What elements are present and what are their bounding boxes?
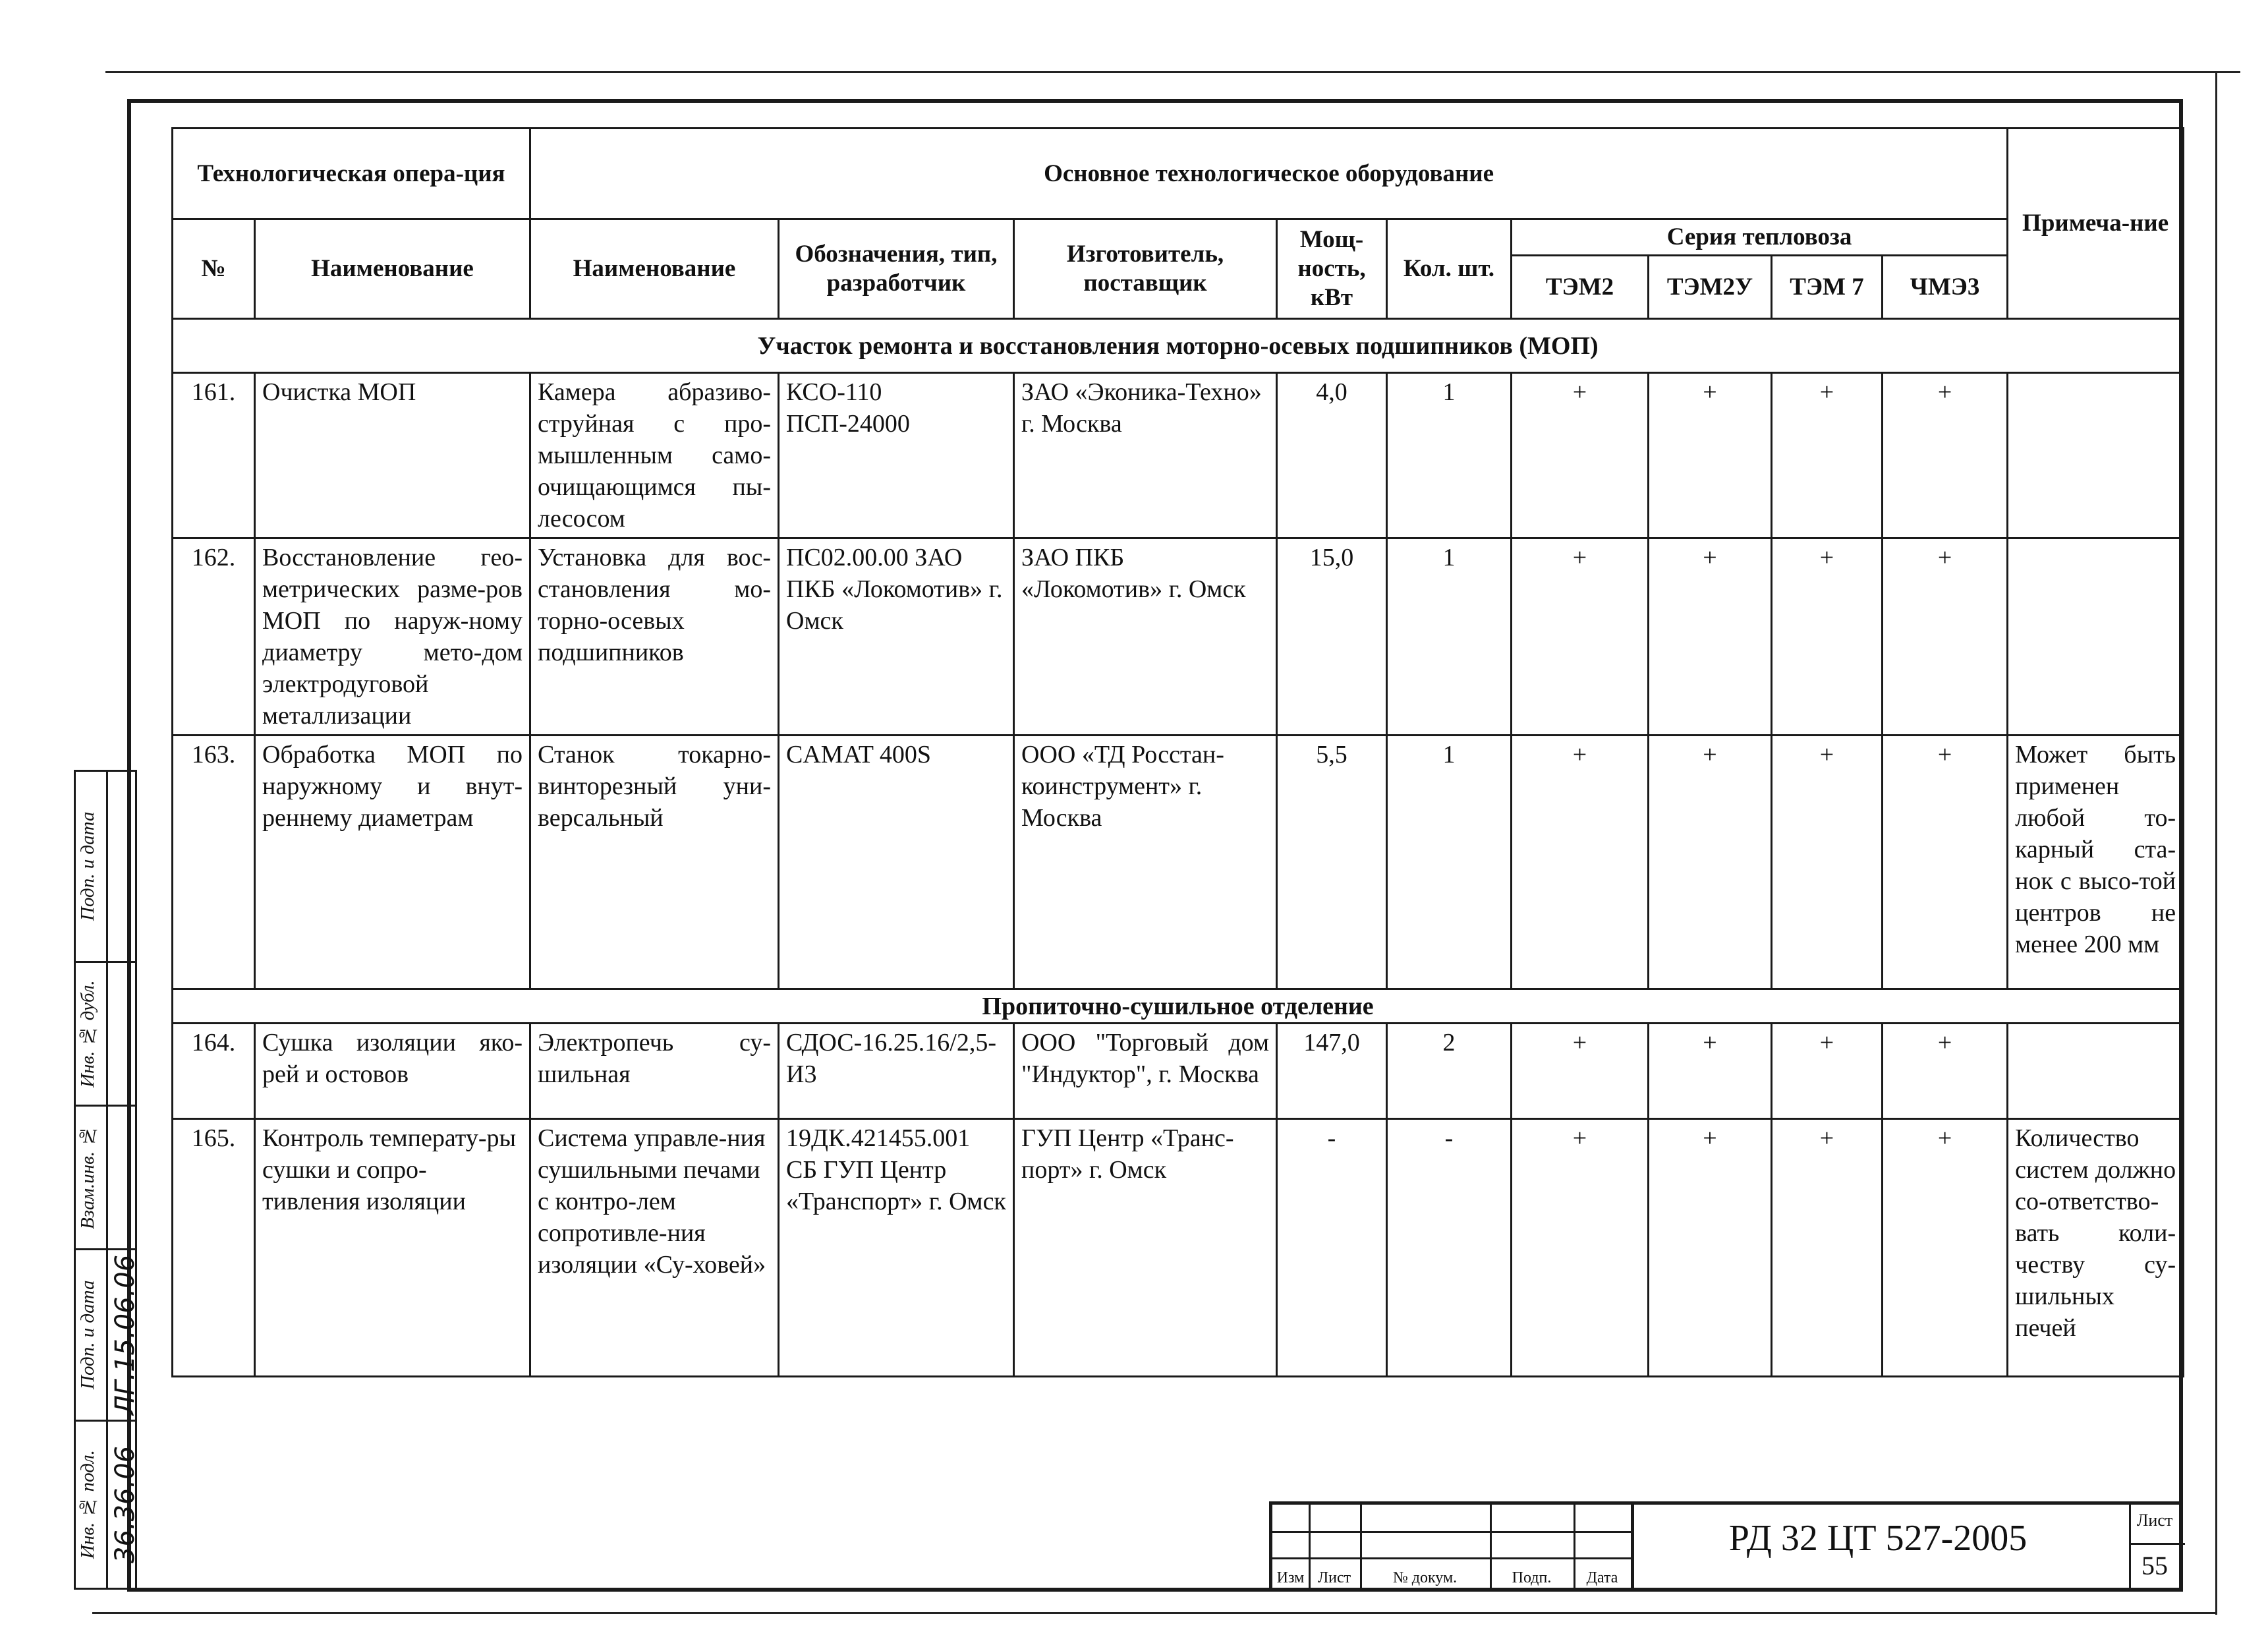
row-s3: +: [1772, 373, 1883, 538]
row-s1: +: [1512, 1119, 1649, 1377]
row-s4: +: [1883, 538, 2008, 736]
row-maker: ООО «ТД Росстан-коинструмент» г. Москва: [1014, 736, 1277, 989]
side-separator: [106, 772, 108, 961]
table-row: [173, 1119, 2184, 1377]
row-s1: +: [1512, 538, 1649, 736]
eq-name-header: Наименование: [530, 219, 779, 319]
row-s3: +: [1772, 538, 1883, 736]
row-power: 147,0: [1277, 1024, 1387, 1119]
row-s3: +: [1772, 1119, 1883, 1377]
row-note: [2008, 538, 2184, 736]
side-cell-podp-data-top: [76, 772, 135, 963]
row-op: Контроль температу-ры сушки и сопро-тивления изоляции: [255, 1119, 530, 1377]
side-label-podp-data-top: Подп. и дата: [77, 811, 98, 921]
series-tem2-header: ТЭМ2: [1512, 256, 1649, 319]
row-maker: ЗАО ПКБ «Локомотив» г. Омск: [1014, 538, 1277, 736]
designation-header: Обозначения, тип, разработчик: [779, 219, 1014, 319]
side-cell-podp-data-bottom: [76, 1250, 140, 1422]
row-s1: +: [1512, 736, 1649, 989]
qty-header: Кол. шт.: [1387, 219, 1512, 319]
row-s2: +: [1649, 538, 1772, 736]
side-label-inv-podl: Инв. № подл.: [77, 1450, 98, 1559]
tb-hline: [1272, 1557, 1631, 1559]
tb-label-data: Дата: [1586, 1569, 1618, 1586]
row-power: 4,0: [1277, 373, 1387, 538]
tb-label-list: Лист: [1317, 1569, 1351, 1586]
tb-label-izm: Изм: [1276, 1569, 1305, 1586]
series-header: Серия тепловоза: [1512, 219, 2008, 256]
bottom-page-edge: [92, 1612, 2217, 1614]
row-op: Восстановление гео-метрических разме-ров МОП по наруж-ному диаметру мето-дом электродуговой металлизации: [255, 538, 530, 736]
right-page-edge: [2215, 72, 2217, 1615]
side-cell-vzam-inv: [76, 1107, 135, 1250]
side-stamp: [74, 770, 140, 1590]
table-row: [173, 538, 2184, 736]
row-num: 163.: [173, 736, 255, 989]
row-s3: +: [1772, 1024, 1883, 1119]
row-qty: -: [1387, 1119, 1512, 1377]
row-s2: +: [1649, 1119, 1772, 1377]
row-power: -: [1277, 1119, 1387, 1377]
row-eq: Установка для вос-становления мо-торно-осевых подшипников: [530, 538, 779, 736]
side-cell-inv-podl: [76, 1422, 140, 1588]
row-num: 161.: [173, 373, 255, 538]
row-designation: ПС02.00.00 ЗАО ПКБ «Локомотив» г. Омск: [779, 538, 1014, 736]
row-designation: КСО-110 ПСП-24000: [779, 373, 1014, 538]
side-separator: [106, 1107, 108, 1248]
row-maker: ООО "Торговый дом "Индуктор", г. Москва: [1014, 1024, 1277, 1119]
row-s1: +: [1512, 1024, 1649, 1119]
handwritten-inventory-number: 36.36.06: [110, 1445, 140, 1564]
handwritten-date: ЛГ.15.06.06: [110, 1254, 140, 1416]
side-separator: [106, 1422, 108, 1588]
section-row: [173, 989, 2184, 1024]
row-s1: +: [1512, 373, 1649, 538]
note-header: Примеча-ние: [2008, 129, 2184, 319]
row-num: 162.: [173, 538, 255, 736]
row-num: 164.: [173, 1024, 255, 1119]
section-title: Участок ремонта и восстановления моторно-осевых подшипников (МОП): [173, 319, 2184, 373]
table-row: [173, 373, 2184, 538]
top-page-edge: [105, 71, 2240, 73]
side-label-podp-data-bottom: Подп. и дата: [77, 1280, 98, 1390]
section-title: Пропиточно-сушильное отделение: [173, 989, 2184, 1024]
tb-label-doc-no: № докум.: [1392, 1569, 1458, 1586]
series-tem7-header: ТЭМ 7: [1772, 256, 1883, 319]
series-chme3-header: ЧМЭ3: [1883, 256, 2008, 319]
side-cell-inv-dubl: [76, 963, 135, 1107]
row-num: 165.: [173, 1119, 255, 1377]
op-group-header: Технологическая опера-ция: [173, 129, 530, 219]
row-maker: ЗАО «Эконика-Техно» г. Москва: [1014, 373, 1277, 538]
tb-label-podp: Подп.: [1512, 1569, 1552, 1586]
row-note: Количество систем должно со-ответство-вать коли-честву су-шильных печей: [2008, 1119, 2184, 1377]
document-code: РД 32 ЦТ 527-2005: [1728, 1518, 2027, 1559]
row-designation: CAMAT 400S: [779, 736, 1014, 989]
op-name-header: Наименование: [255, 219, 530, 319]
sheet-number: 55: [2141, 1551, 2168, 1580]
row-note: Может быть применен любой то-карный ста-нок с высо-той центров не менее 200 мм: [2008, 736, 2184, 989]
tb-hline: [1272, 1531, 1631, 1533]
section-row: [173, 319, 2184, 373]
table-row: [173, 736, 2184, 989]
row-power: 15,0: [1277, 538, 1387, 736]
row-eq: Станок токарно-винторезный уни-версальный: [530, 736, 779, 989]
row-s4: +: [1883, 1024, 2008, 1119]
side-separator: [106, 963, 108, 1105]
header-row-1: [173, 129, 2184, 219]
row-power: 5,5: [1277, 736, 1387, 989]
power-header: Мощ-ность, кВт: [1277, 219, 1387, 319]
side-separator: [106, 1250, 108, 1420]
row-op: Сушка изоляции яко-рей и остовов: [255, 1024, 530, 1119]
row-s3: +: [1772, 736, 1883, 989]
side-label-inv-dubl: Инв. № дубл.: [77, 980, 98, 1087]
row-note: [2008, 1024, 2184, 1119]
row-maker: ГУП Центр «Транс-порт» г. Омск: [1014, 1119, 1277, 1377]
row-note: [2008, 373, 2184, 538]
equipment-table: [171, 127, 2184, 1377]
tb-hline: [2129, 1543, 2185, 1545]
row-op: Очистка МОП: [255, 373, 530, 538]
equipment-group-header: Основное технологическое оборудование: [530, 129, 2008, 219]
row-s4: +: [1883, 736, 2008, 989]
header-row-2: [173, 219, 2184, 256]
num-header: №: [173, 219, 255, 319]
table-row: [173, 1024, 2184, 1119]
series-tem2u-header: ТЭМ2У: [1649, 256, 1772, 319]
row-designation: СДОС-16.25.16/2,5-И3: [779, 1024, 1014, 1119]
row-eq: Электропечь су-шильная: [530, 1024, 779, 1119]
sheet-label: Лист: [2136, 1511, 2173, 1530]
row-qty: 1: [1387, 736, 1512, 989]
side-label-vzam-inv: Взам.инв. №: [77, 1125, 98, 1230]
row-qty: 1: [1387, 538, 1512, 736]
row-eq: Камера абразиво-струйная с про-мышленным само-очищающимся пы-лесосом: [530, 373, 779, 538]
row-op: Обработка МОП по наружному и внут-реннему диаметрам: [255, 736, 530, 989]
row-qty: 1: [1387, 373, 1512, 538]
row-qty: 2: [1387, 1024, 1512, 1119]
row-eq: Система управле-ния сушильными печами с контро-лем сопротивле-ния изоляции «Су-ховей»: [530, 1119, 779, 1377]
row-s2: +: [1649, 736, 1772, 989]
row-s4: +: [1883, 1119, 2008, 1377]
row-s2: +: [1649, 373, 1772, 538]
maker-header: Изготовитель, поставщик: [1014, 219, 1277, 319]
row-s4: +: [1883, 373, 2008, 538]
row-s2: +: [1649, 1024, 1772, 1119]
row-designation: 19ДК.421455.001 СБ ГУП Центр «Транспорт» г. Омск: [779, 1119, 1014, 1377]
